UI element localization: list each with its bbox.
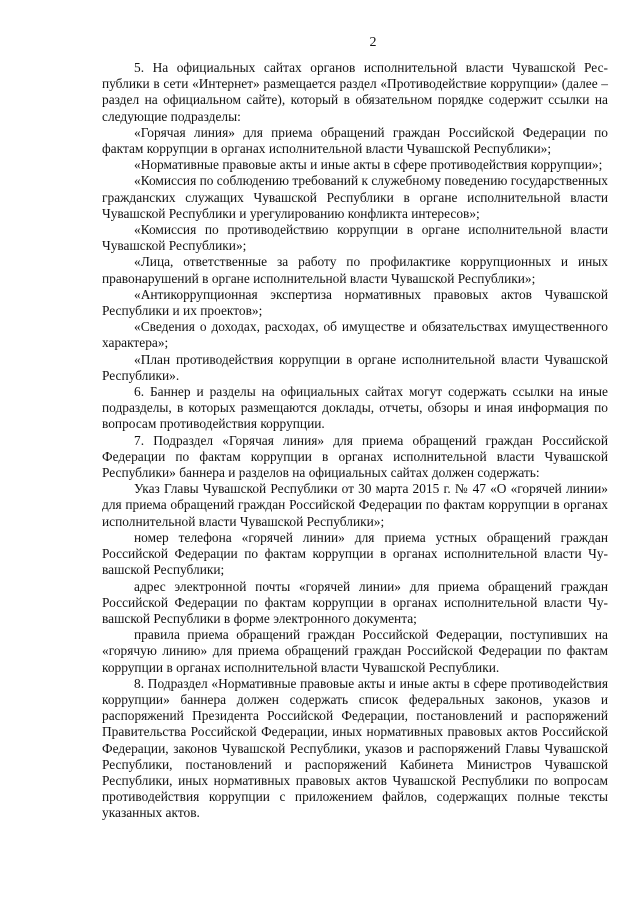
list-item-responsible-persons: «Лица, ответственные за работу по профилактике коррупционных и иных правонарушений в органе исполнительной власти Чувашской Республики»; (102, 254, 608, 286)
paragraph-7: 7. Подраздел «Горячая линия» для приема обращений граждан Российской Федерации по фактам коррупции в органах исполнительной власти Чувашской Республики» баннера и разделов на официальных сайтах должен содержать: (102, 432, 608, 481)
list-item-normative-acts: «Нормативные правовые акты и иные акты в сфере противодействия коррупции»; (134, 157, 603, 173)
list-item-decree: Указ Главы Чувашской Республики от 30 марта 2015 г. № 47 «О «горячей линии» для приема обращений граждан Российской Федерации по фактам коррупции в органах исполнительной власти Чувашской Республики»; (102, 481, 608, 529)
list-item-rules: правила приема обращений граждан Российской Федерации, поступивших на «горячую линию» для приема обращений граждан Российской Федерации по фактам коррупции в органах исполнительной власти Чувашской Республики. (102, 627, 608, 675)
list-item-expertise: «Антикоррупционная экспертиза нормативных правовых актов Чувашской Республики и их проектов»; (102, 286, 608, 319)
list-item-hotline: «Горячая линия» для приема обращений граждан Российской Федерации по фактам коррупции в органах исполнительной власти Чувашской Республики»; (102, 124, 608, 157)
list-item-anticorruption-commission: «Комиссия по противодействию коррупции в органе исполнительной власти Чувашской Республики»; (102, 222, 608, 254)
document-body (102, 60, 608, 822)
paragraph-5: 5. На официальных сайтах органов исполнительной власти Чувашской Республики в сети «Интернет» размещается раздел «Противодействие коррупции» (далее – раздел на официальном сайте), который в обязательном порядке содержит ссылки на следующие подразделы: (102, 60, 608, 124)
list-item-conduct-commission: «Комиссия по соблюдению требований к служебному поведению государственных гражданских служащих Чувашской Республики в органе исполнительной власти Чувашской Республики и урегулированию конфликта интересов»; (102, 173, 608, 221)
list-item-phone: номер телефона «горячей линии» для приема устных обращений граждан Российской Федерации по фактам коррупции в органах исполнительной власти Чувашской Республики; (102, 529, 608, 578)
list-item-income-info: «Сведения о доходах, расходах, об имуществе и обязательствах имущественного характера»; (102, 319, 608, 351)
page-number: 2 (369, 35, 377, 50)
paragraph-6: 6. Баннер и разделы на официальных сайтах могут содержать ссылки на иные подразделы, в которых размещаются доклады, отчеты, обзоры и иная информация по вопросам противодействия коррупции. (102, 384, 608, 432)
list-item-plan: «План противодействия коррупции в органе исполнительной власти Чувашской Республики». (102, 351, 608, 383)
paragraph-8: 8. Подраздел «Нормативные правовые акты и иные акты в сфере противодействия коррупции» баннера должен содержать список федеральных законов, указов и распоряжений Президента Российской Федерации, постановлений и распоряжений Правительства Российской Федерации, иных нормативных правовых актов Российской Федерации, законов Чувашской Республики, указов и распоряжений Главы Чувашской Республики, постановлений и распоряжений Кабинета Министров Чувашской Республики, иных нормативных правовых актов Чувашской Республики по вопросам противодействия коррупции с приложением файлов, содержащих полные тексты указанных актов. (102, 675, 608, 821)
list-item-email: адрес электронной почты «горячей линии» для приема обращений граждан Российской Федерации по фактам коррупции в органах исполнительной власти Чувашской Республики в форме электронного документа; (102, 578, 608, 626)
